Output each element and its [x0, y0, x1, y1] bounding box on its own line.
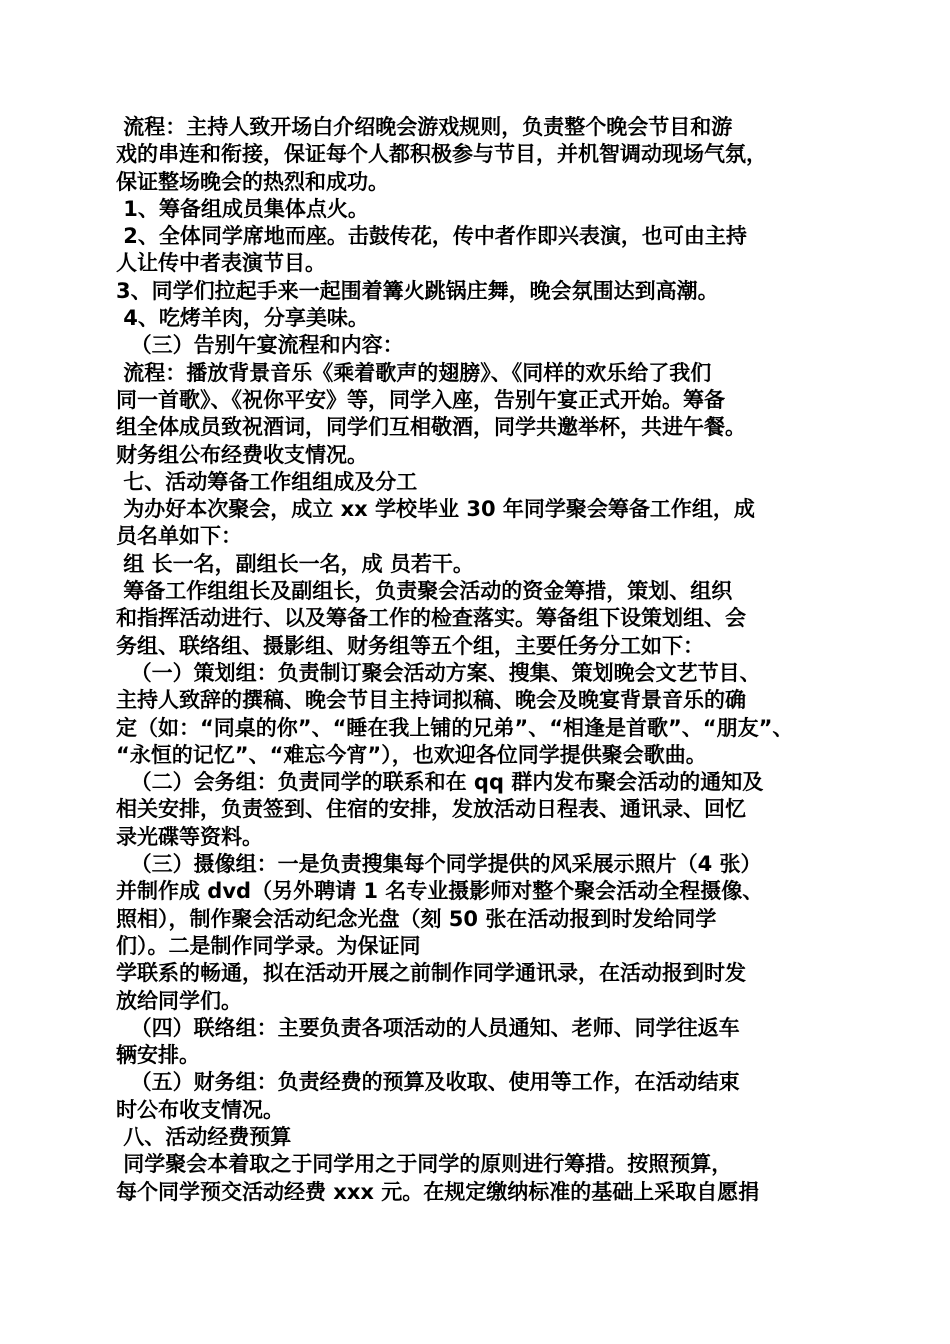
text-line: 学联系的畅通，拟在活动开展之前制作同学通讯录，在活动报到时发 — [116, 961, 746, 986]
document-body — [116, 114, 836, 1206]
text-line: 财务组公布经费收支情况。 — [116, 442, 368, 467]
text-line: （四）联络组：主要负责各项活动的人员通知、老师、同学往返车 — [116, 1015, 740, 1040]
text-line: 相关安排，负责签到、住宿的安排，发放活动日程表、通讯录、回忆 — [116, 797, 746, 822]
text-line: 组全体成员致祝酒词，同学们互相敬酒，同学共邀举杯，共进午餐。 — [116, 415, 746, 440]
text-line: 八、活动经费预算 — [116, 1124, 292, 1149]
text-line: （三）告别午宴流程和内容： — [116, 333, 404, 358]
text-line: 辆安排。 — [116, 1043, 200, 1068]
text-line: “永恒的记忆”、“难忘今宵”），也欢迎各位同学提供聚会歌曲。 — [116, 742, 707, 767]
text-line: （一）策划组：负责制订聚会活动方案、搜集、策划晚会文艺节目、 — [116, 660, 761, 685]
text-line: 组 长一名，副组长一名，成 员若干。 — [116, 551, 474, 576]
text-line: 保证整场晚会的热烈和成功。 — [116, 169, 389, 194]
text-line: 4、吃烤羊肉，分享美味。 — [116, 306, 369, 331]
text-line: 员名单如下： — [116, 524, 242, 549]
text-line: 2、全体同学席地而座。击鼓传花，传中者作即兴表演，也可由主持 — [116, 224, 747, 249]
text-line: 人让传中者表演节目。 — [116, 251, 326, 276]
text-line: 流程：主持人致开场白介绍晚会游戏规则，负责整个晚会节目和游 — [116, 115, 733, 139]
text-line: 时公布收支情况。 — [116, 1097, 284, 1122]
text-line: 流程：播放背景音乐《乘着歌声的翅膀》、《同样的欢乐给了我们 — [116, 360, 712, 385]
text-line: 录光碟等资料。 — [116, 824, 263, 849]
text-line: 务组、联络组、摄影组、财务组等五个组，主要任务分工如下： — [116, 633, 704, 658]
text-line: 同一首歌》、《祝你平安》等，同学入座，告别午宴正式开始。筹备 — [116, 387, 725, 412]
text-line: 为办好本次聚会，成立 xx 学校毕业 30 年同学聚会筹备工作组，成 — [116, 497, 755, 522]
text-line: 七、活动筹备工作组组成及分工 — [116, 469, 418, 494]
text-line: 1、筹备组成员集体点火。 — [116, 196, 369, 221]
text-line: 和指挥活动进行、以及筹备工作的检查落实。筹备组下设策划组、会 — [116, 606, 746, 631]
text-line: （二）会务组：负责同学的联系和在 qq 群内发布聚会活动的通知及 — [116, 770, 764, 795]
text-line: 们）。二是制作同学录。为保证同 — [116, 933, 421, 958]
text-line: （三）摄像组：一是负责搜集每个同学提供的风采展示照片（4 张） — [116, 852, 762, 877]
text-line: 每个同学预交活动经费 xxx 元。在规定缴纳标准的基础上采取自愿捐 — [116, 1179, 760, 1204]
text-line: 定（如：“同桌的你”、“睡在我上铺的兄弟”、“相逢是首歌”、“朋友”、 — [116, 715, 794, 740]
text-line: 主持人致辞的撰稿、晚会节目主持词拟稿、晚会及晚宴背景音乐的确 — [116, 688, 746, 713]
text-line: 放给同学们。 — [116, 988, 242, 1013]
text-line: 照相），制作聚会活动纪念光盘（刻 50 张在活动报到时发给同学 — [116, 906, 717, 931]
text-line: 并制作成 dvd（另外聘请 1 名专业摄影师对整个聚会活动全程摄像、 — [116, 879, 764, 904]
text-line: 同学聚会本着取之于同学用之于同学的原则进行筹措。按照预算， — [116, 1152, 733, 1177]
text-line: 3、同学们拉起手来一起围着篝火跳锅庄舞，晚会氛围达到高潮。 — [116, 278, 719, 303]
text-line: 筹备工作组组长及副组长，负责聚会活动的资金筹措，策划、组织 — [116, 579, 733, 604]
text-line: （五）财务组：负责经费的预算及收取、使用等工作，在活动结束 — [116, 1070, 740, 1095]
text-line: 戏的串连和衔接，保证每个人都积极参与节目，并机智调动现场气氛， — [116, 142, 767, 167]
